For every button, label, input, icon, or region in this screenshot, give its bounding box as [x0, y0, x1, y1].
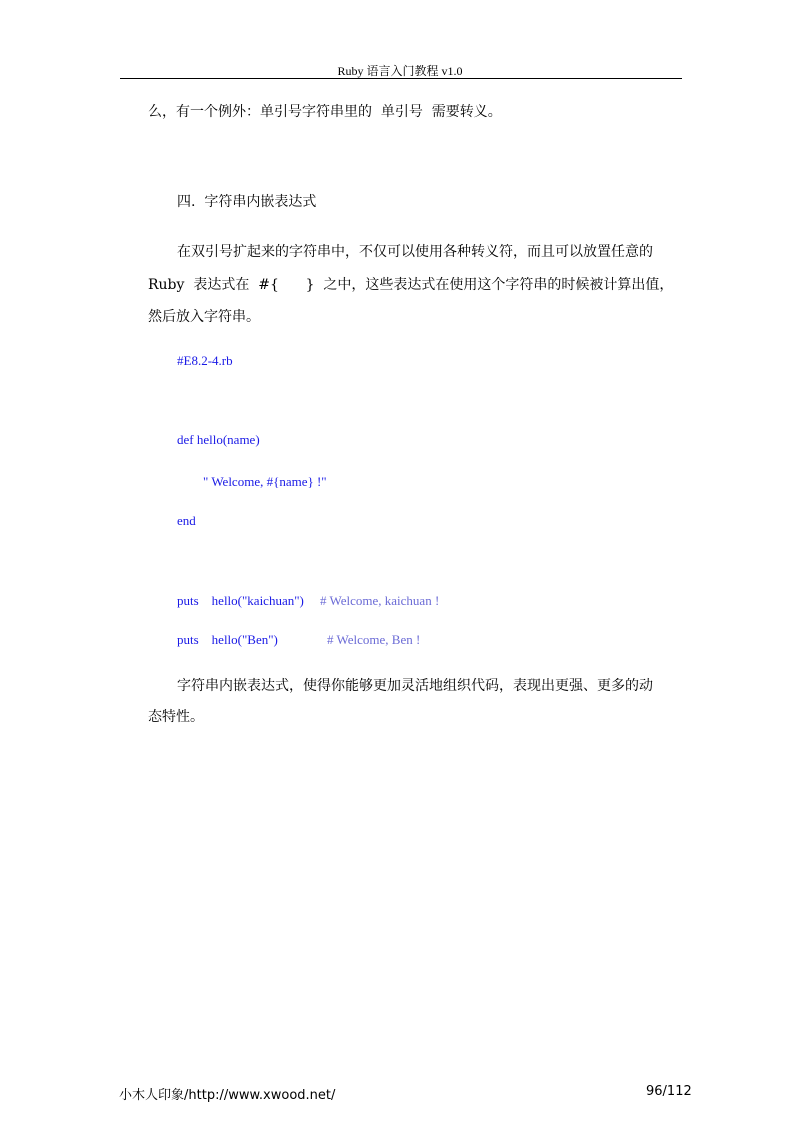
page-header: Ruby 语言入门教程 v1.0: [337, 64, 463, 78]
footer-page-number: 96/112: [646, 1084, 692, 1099]
header-divider: [120, 78, 682, 79]
paragraph-1-line-3: 然后放入字符串。: [148, 309, 260, 325]
code-call-2-comment: # Welcome, Ben !: [327, 632, 421, 647]
code-body-line: " Welcome, #{name} !": [203, 474, 327, 489]
paragraph-2-line-2: 态特性。: [148, 709, 204, 725]
code-call-2: puts hello("Ben"): [177, 632, 278, 647]
paragraph-2-line-1: 字符串内嵌表达式，使得你能够更加灵活地组织代码，表现出更强、更多的动: [177, 678, 653, 694]
paragraph-1-line-1: 在双引号扩起来的字符串中，不仅可以使用各种转义符，而且可以放置任意的: [177, 244, 653, 260]
paragraph-1-line-2: Ruby 表达式在 #{ } 之中，这些表达式在使用这个字符串的时候被计算出值，: [148, 277, 674, 293]
section-heading: 四. 字符串内嵌表达式: [177, 194, 317, 210]
code-end-line: end: [177, 513, 196, 528]
code-def-line: def hello(name): [177, 432, 260, 447]
footer-site-link[interactable]: 小木人印象/http://www.xwood.net/: [119, 1088, 336, 1103]
code-file-comment: #E8.2-4.rb: [177, 353, 233, 368]
code-call-1-comment: # Welcome, kaichuan !: [320, 593, 440, 608]
code-call-1: puts hello("kaichuan"): [177, 593, 304, 608]
text-line-continuation: 么，有一个例外：单引号字符串里的 单引号 需要转义。: [148, 104, 502, 120]
